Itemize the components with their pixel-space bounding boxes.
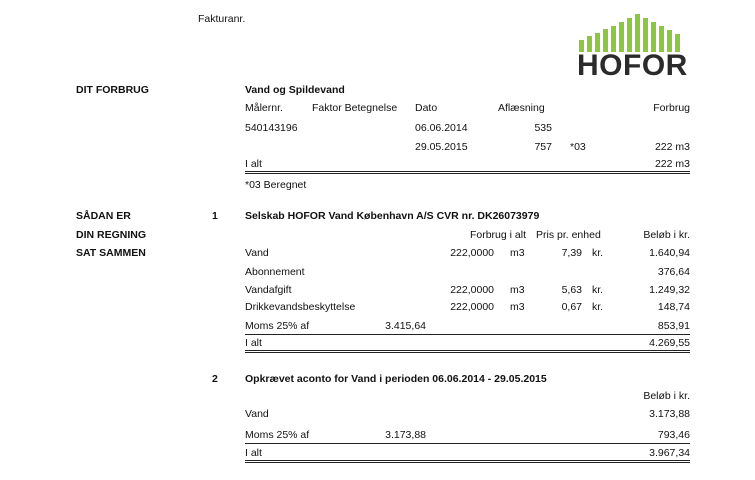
block2-number: 2 — [212, 373, 218, 385]
line-qty: 222,0000 — [450, 247, 494, 259]
block2-line-amount: 3.173,88 — [649, 408, 690, 420]
col-usage: Forbrug — [653, 102, 690, 114]
consumption-footnote: *03 Beregnet — [245, 179, 307, 191]
col-usage-total: Forbrug i alt — [469, 229, 526, 241]
col-unit-price: Pris pr. enhed — [536, 229, 601, 241]
vat-base: 3.415,64 — [385, 320, 426, 332]
line-label: Drikkevandsbeskyttelse — [245, 301, 356, 313]
breakdown-section-label: DIN REGNING — [76, 229, 147, 241]
line-amount: 1.249,32 — [649, 284, 690, 296]
block1-subtotal-rule — [245, 334, 690, 335]
reading-value: 535 — [534, 122, 552, 134]
reading-date: 06.06.2014 — [415, 122, 468, 134]
block1-title: Selskab HOFOR Vand København A/S CVR nr. DK26073979 — [245, 210, 540, 222]
logo-wordmark: HOFOR — [577, 49, 688, 82]
block1-total-amount: 4.269,55 — [649, 337, 690, 349]
consumption-section-label: DIT FORBRUG — [76, 84, 149, 96]
block1-number: 1 — [212, 210, 218, 222]
line-label: Abonnement — [245, 266, 305, 278]
col-factor: Faktor Betegnelse — [312, 102, 398, 114]
col-amount: Beløb i kr. — [643, 229, 690, 241]
block1-total-label: I alt — [245, 337, 262, 349]
breakdown-section-label: SAT SAMMEN — [76, 247, 146, 259]
line-price: 5,63 — [561, 284, 582, 296]
reading-note: *03 — [570, 141, 586, 153]
vat-label: Moms 25% af — [245, 320, 310, 332]
invoice-number-label: Fakturanr. — [198, 13, 246, 25]
col-date: Dato — [415, 102, 438, 114]
line-qty: 222,0000 — [450, 301, 494, 313]
col-meter: Målernr. — [245, 102, 283, 114]
block2-amount-header: Beløb i kr. — [643, 390, 690, 402]
consumption-total-label: I alt — [245, 158, 262, 170]
block2-total-amount: 3.967,34 — [649, 447, 690, 459]
consumption-total-value: 222 m3 — [654, 158, 690, 170]
line-currency: kr. — [592, 247, 604, 259]
line-amount: 376,64 — [657, 266, 690, 278]
block2-vat-amount: 793,46 — [657, 429, 690, 441]
line-price: 0,67 — [561, 301, 582, 313]
line-label: Vandafgift — [245, 284, 292, 296]
block1-total-rule — [245, 350, 690, 351]
block2-vat-base: 3.173,88 — [385, 429, 426, 441]
line-unit: m3 — [510, 284, 525, 296]
reading-value: 757 — [534, 141, 552, 153]
block2-subtotal-rule — [245, 443, 690, 444]
block2-line-label: Vand — [245, 408, 269, 420]
line-label: Vand — [245, 247, 269, 259]
line-currency: kr. — [592, 284, 604, 296]
line-price: 7,39 — [561, 247, 582, 259]
line-unit: m3 — [510, 247, 525, 259]
block2-vat-label: Moms 25% af — [245, 429, 310, 441]
meter-number: 540143196 — [245, 122, 298, 134]
line-amount: 148,74 — [657, 301, 690, 313]
consumption-title: Vand og Spildevand — [245, 84, 345, 96]
consumption-total-rule — [245, 171, 690, 172]
line-qty: 222,0000 — [450, 284, 494, 296]
line-amount: 1.640,94 — [649, 247, 690, 259]
breakdown-section-label: SÅDAN ER — [76, 210, 131, 222]
col-reading: Aflæsning — [498, 102, 545, 114]
line-currency: kr. — [592, 301, 604, 313]
block2-total-rule — [245, 460, 690, 461]
logo-bars-icon — [579, 12, 685, 52]
reading-usage: 222 m3 — [654, 141, 690, 153]
vat-amount: 853,91 — [657, 320, 690, 332]
line-unit: m3 — [510, 301, 525, 313]
block2-total-label: I alt — [245, 447, 262, 459]
block2-title: Opkrævet aconto for Vand i perioden 06.06.2014 - 29.05.2015 — [245, 373, 547, 385]
reading-date: 29.05.2015 — [415, 141, 468, 153]
